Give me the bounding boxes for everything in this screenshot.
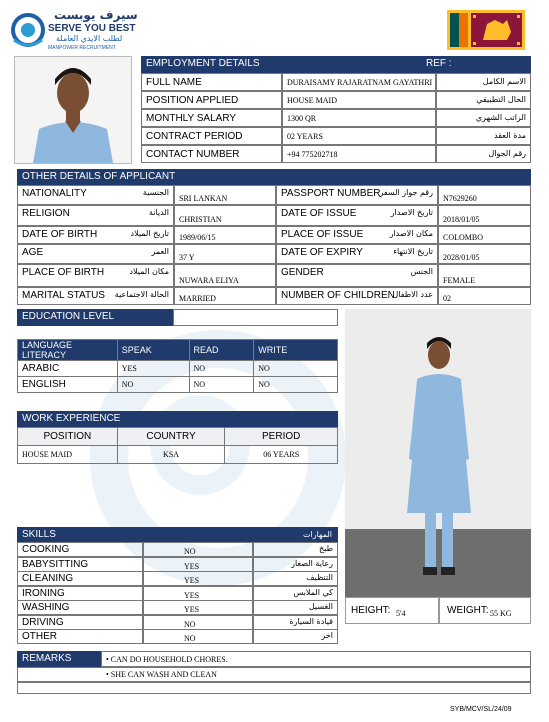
other-left-value: SRI LANKAN <box>179 194 228 203</box>
other-right-label: DATE OF EXPIRY <box>281 247 363 258</box>
footer-code: SYB/MCV/SL/24/09 <box>450 706 512 713</box>
employment-arabic: رقم الجوال <box>488 149 526 158</box>
skill-label: BABYSITTING <box>22 558 89 570</box>
skill-value-cell <box>143 586 253 601</box>
work-header-cell: POSITION <box>18 428 118 446</box>
other-left-label-cell <box>17 244 174 264</box>
other-left-label-cell <box>17 264 174 287</box>
employment-arabic-cell <box>436 91 531 109</box>
other-right-value-cell <box>438 287 531 305</box>
other-right-arabic: عدد الاطفال <box>392 290 433 299</box>
other-left-value-cell <box>174 226 276 244</box>
sri-lanka-flag-icon <box>447 10 525 50</box>
employment-arabic: الحال التطبيقي <box>476 95 526 104</box>
skill-label: IRONING <box>22 587 65 599</box>
company-logo <box>10 8 150 52</box>
other-right-arabic: تاريخ الاصدار <box>390 208 433 217</box>
other-left-value-cell <box>174 185 276 205</box>
other-right-value-cell <box>438 205 531 226</box>
other-left-arabic: الحالة الاجتماعية <box>114 290 169 299</box>
other-right-value: FEMALE <box>443 276 475 285</box>
other-right-label-cell <box>276 205 438 226</box>
logo-arabic: سيرف يوبست <box>54 8 138 22</box>
other-right-label: PLACE OF ISSUE <box>281 229 364 240</box>
other-right-value: 02 <box>443 294 451 303</box>
height-label: HEIGHT: <box>351 605 391 616</box>
work-experience-header: WORK EXPERIENCE <box>17 411 338 427</box>
other-left-value-cell <box>174 264 276 287</box>
other-left-arabic: العمر <box>151 247 169 256</box>
other-right-label: GENDER <box>281 267 324 278</box>
language-header-cell: SPEAK <box>117 340 189 361</box>
employment-label: MONTHLY SALARY <box>146 113 237 124</box>
skill-value: NO <box>184 547 196 556</box>
other-left-label-cell <box>17 205 174 226</box>
skill-value: YES <box>184 605 200 614</box>
globe-icon <box>10 10 46 50</box>
other-right-value: 2018/01/05 <box>443 215 480 224</box>
skill-value: YES <box>184 576 200 585</box>
employment-value: DURAISAMY RAJARATNAM GAYATHRI <box>287 78 433 87</box>
work-cell: KSA <box>117 446 225 464</box>
skill-label-cell <box>17 571 143 586</box>
employment-label-cell <box>141 91 282 109</box>
skill-label-cell <box>17 600 143 615</box>
work-cell: HOUSE MAID <box>18 446 118 464</box>
skill-arabic-cell <box>253 600 338 615</box>
height-box <box>345 597 439 624</box>
other-right-arabic: الجنس <box>410 267 433 276</box>
skills-title: SKILLS <box>22 529 56 540</box>
full-body-photo <box>345 309 531 597</box>
skill-arabic: كي الملابس <box>293 587 333 597</box>
other-right-value-cell <box>438 185 531 205</box>
skill-value-cell <box>143 600 253 615</box>
other-left-label: RELIGION <box>22 208 70 219</box>
other-right-value-cell <box>438 226 531 244</box>
employment-label-cell <box>141 145 282 163</box>
language-cell: NO <box>254 361 338 377</box>
other-right-label: DATE OF ISSUE <box>281 208 357 219</box>
other-left-arabic: الجنسية <box>142 188 169 197</box>
height-value: 5'4 <box>396 609 406 618</box>
remarks-box-3 <box>17 682 531 694</box>
education-header: EDUCATION LEVEL <box>17 309 173 326</box>
skill-label-cell <box>17 586 143 601</box>
skill-arabic-cell <box>253 586 338 601</box>
other-left-label: PLACE OF BIRTH <box>22 267 105 278</box>
employment-value: HOUSE MAID <box>287 96 337 105</box>
skill-label-cell <box>17 615 143 630</box>
skill-label-cell <box>17 557 143 572</box>
other-left-label: AGE <box>22 247 44 258</box>
employment-label: CONTACT NUMBER <box>146 149 240 160</box>
skills-header <box>17 527 338 542</box>
other-left-label-cell <box>17 226 174 244</box>
weight-value: 55 KG <box>490 609 512 618</box>
remarks-header: REMARKS <box>17 651 101 667</box>
ref-label: REF : <box>426 58 452 69</box>
logo-tagline: MANPOWER RECRUITMENT <box>48 45 116 51</box>
work-cell: 06 YEARS <box>225 446 338 464</box>
language-cell: ARABIC <box>18 361 118 377</box>
employment-label: POSITION APPLIED <box>146 95 239 106</box>
remarks-box <box>101 651 531 667</box>
skill-label: WASHING <box>22 602 70 613</box>
logo-arabic-sub: لطلب الايدي العاملة <box>56 34 123 43</box>
other-left-arabic: مكان الميلاد <box>129 267 169 276</box>
language-cell: NO <box>189 377 254 393</box>
work-row <box>18 446 338 464</box>
employment-label-cell <box>141 73 282 91</box>
employment-arabic-cell <box>436 127 531 145</box>
education-value <box>173 309 338 326</box>
skill-arabic-cell <box>253 557 338 572</box>
skill-arabic: التنظيف <box>306 573 333 582</box>
other-right-label-cell <box>276 264 438 287</box>
skill-arabic: الغسيل <box>308 602 333 611</box>
skill-value-cell <box>143 542 253 557</box>
language-header-cell: LANGUAGE LITERACY <box>18 340 118 361</box>
skill-label: DRIVING <box>22 616 64 628</box>
skill-label: OTHER <box>22 631 57 642</box>
employment-value: 1300 QR <box>287 114 317 123</box>
skill-value-cell <box>143 557 253 572</box>
other-right-value: N7629260 <box>443 194 477 203</box>
skill-value-cell <box>143 571 253 586</box>
other-left-arabic: تاريخ الميلاد <box>130 229 169 238</box>
language-cell: ENGLISH <box>18 377 118 393</box>
work-header-cell: COUNTRY <box>117 428 225 446</box>
skill-label-cell <box>17 629 143 644</box>
other-left-label-cell <box>17 287 174 305</box>
language-header-cell: READ <box>189 340 254 361</box>
other-left-value-cell <box>174 205 276 226</box>
other-left-label-cell <box>17 185 174 205</box>
employment-label-cell <box>141 127 282 145</box>
other-left-value: CHRISTIAN <box>179 215 222 224</box>
skill-arabic-cell <box>253 571 338 586</box>
other-left-label: NATIONALITY <box>22 188 87 199</box>
skill-arabic-cell <box>253 542 338 557</box>
skill-label: CLEANING <box>22 573 74 584</box>
language-row <box>18 361 338 377</box>
employment-value-cell <box>282 91 436 109</box>
other-left-label: DATE OF BIRTH <box>22 229 98 240</box>
employment-value-cell <box>282 73 436 91</box>
skill-value: YES <box>184 561 200 571</box>
other-right-arabic: رقم جواز السفر <box>379 188 433 197</box>
other-left-arabic: الديانة <box>148 208 169 217</box>
employment-arabic-cell <box>436 73 531 91</box>
other-right-arabic: مكان الاصدار <box>389 229 433 238</box>
employment-label-cell <box>141 109 282 127</box>
employment-details-title: EMPLOYMENT DETAILS <box>146 58 260 69</box>
employment-arabic-cell <box>436 145 531 163</box>
employment-value: +94 775202718 <box>287 150 338 159</box>
skill-label-cell <box>17 542 143 557</box>
employment-value-cell <box>282 109 436 127</box>
other-left-value-cell <box>174 244 276 264</box>
skill-value-cell <box>143 615 253 630</box>
employment-label: CONTRACT PERIOD <box>146 131 243 142</box>
skill-value-cell <box>143 629 253 644</box>
language-cell: NO <box>117 377 189 393</box>
other-left-value-cell <box>174 287 276 305</box>
other-details-header: OTHER DETAILS OF APPLICANT <box>17 169 531 185</box>
other-right-label: NUMBER OF CHILDREN <box>281 290 395 301</box>
other-right-label-cell <box>276 244 438 264</box>
weight-box <box>439 597 531 624</box>
other-left-label: MARITAL STATUS <box>22 290 105 301</box>
skills-title-arabic: المهارات <box>302 530 332 539</box>
skill-value: NO <box>184 634 196 643</box>
language-row <box>18 377 338 393</box>
other-right-label-cell <box>276 226 438 244</box>
remarks-box-2 <box>17 667 531 682</box>
skill-label: COOKING <box>22 544 70 555</box>
employment-arabic: الراتب الشهري <box>475 113 526 122</box>
employment-details-header <box>141 56 531 73</box>
employment-arabic-cell <box>436 109 531 127</box>
passport-photo <box>14 56 132 164</box>
remark-line-1: • CAN DO HOUSEHOLD CHORES. <box>106 655 228 664</box>
language-header-cell: WRITE <box>254 340 338 361</box>
skill-arabic: اخر <box>321 631 333 640</box>
work-header-cell: PERIOD <box>225 428 338 446</box>
language-cell: NO <box>189 361 254 377</box>
employment-arabic: الاسم الكامل <box>482 77 526 86</box>
remark-line-2: • SHE CAN WASH AND CLEAN <box>106 670 217 679</box>
skill-arabic-cell <box>253 629 338 644</box>
other-left-value: 37 Y <box>179 253 195 262</box>
skill-value: NO <box>184 619 196 629</box>
other-right-label-cell <box>276 185 438 205</box>
skill-arabic: طبخ <box>319 544 333 553</box>
employment-value-cell <box>282 145 436 163</box>
language-table <box>17 339 338 393</box>
other-right-value: COLOMBO <box>443 233 484 242</box>
other-right-value: 2028/01/05 <box>443 253 480 262</box>
skill-arabic-cell <box>253 615 338 630</box>
other-left-value: NUWARA ELIYA <box>179 276 239 285</box>
other-right-arabic: تاريخ الانتهاء <box>393 247 433 256</box>
other-left-value: 1989/06/15 <box>179 233 216 242</box>
skill-arabic: قيادة السيارة <box>289 616 333 626</box>
logo-english: SERVE YOU BEST <box>48 23 136 34</box>
employment-label: FULL NAME <box>146 77 202 88</box>
language-cell: YES <box>117 361 189 377</box>
other-right-label-cell <box>276 287 438 305</box>
skill-value: YES <box>184 590 200 600</box>
employment-value-cell <box>282 127 436 145</box>
employment-arabic: مدة العقد <box>494 131 526 140</box>
other-left-value: MARRIED <box>179 294 216 303</box>
work-table <box>17 427 338 464</box>
other-right-value-cell <box>438 244 531 264</box>
skill-arabic: رعاية الصغار <box>291 558 333 568</box>
employment-value: 02 YEARS <box>287 132 323 141</box>
other-right-label: PASSPORT NUMBER <box>281 188 381 199</box>
other-right-value-cell <box>438 264 531 287</box>
language-cell: NO <box>254 377 338 393</box>
weight-label: WEIGHT: <box>447 605 489 616</box>
